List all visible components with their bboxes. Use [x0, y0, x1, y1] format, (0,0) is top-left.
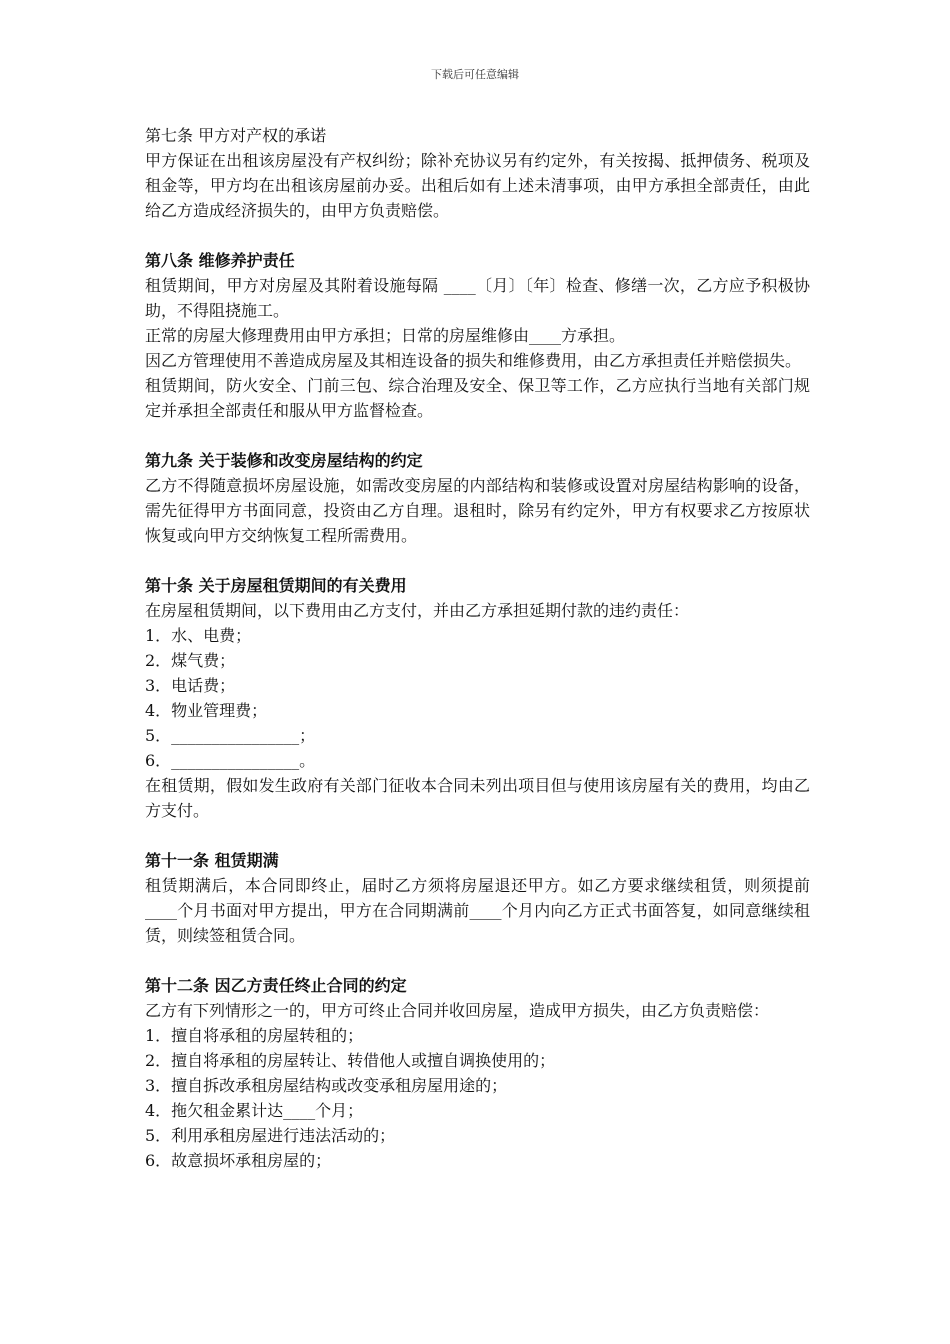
article-section — [145, 973, 810, 1173]
article-heading: 第九条 关于装修和改变房屋结构的约定 — [145, 451, 423, 470]
article-section — [145, 448, 810, 548]
article-section — [145, 573, 810, 823]
article-paragraph: 甲方保证在出租该房屋没有产权纠纷；除补充协议另有约定外，有关按揭、抵押债务、税项及租金等，甲方均在出租该房屋前办妥。出租后如有上述未清事项，由甲方承担全部责任，由此给乙方造成经济损失的，由甲方负责赔偿。 — [145, 151, 810, 220]
list-item: 1．擅自将承租的房屋转租的； — [145, 1026, 364, 1045]
article-paragraph: 租赁期间，甲方对房屋及其附着设施每隔 ____〔月〕〔年〕检查、修缮一次，乙方应予积极协助，不得阻挠施工。 — [145, 276, 810, 320]
list-item: 6．故意损坏承租房屋的； — [145, 1151, 332, 1170]
list-item: 1．水、电费； — [145, 626, 252, 645]
list-item: 3．电话费； — [145, 676, 236, 695]
page-header-note: 下载后可任意编辑 — [431, 68, 519, 81]
article-paragraph: 乙方有下列情形之一的，甲方可终止合同并收回房屋，造成甲方损失，由乙方负责赔偿： — [145, 1001, 770, 1020]
article-heading: 第十条 关于房屋租赁期间的有关费用 — [145, 576, 407, 595]
article-paragraph: 在房屋租赁期间，以下费用由乙方支付，并由乙方承担延期付款的违约责任： — [145, 601, 690, 620]
article-paragraph: 租赁期满后，本合同即终止，届时乙方须将房屋退还甲方。如乙方要求继续租赁，则须提前____个月书面对甲方提出，甲方在合同期满前____个月内向乙方正式书面答复，如同意继续租赁，则续签租赁合同。 — [145, 876, 810, 945]
document-body — [145, 123, 810, 1198]
article-heading: 第十二条 因乙方责任终止合同的约定 — [145, 976, 407, 995]
article-section — [145, 248, 810, 423]
list-item: 5．利用承租房屋进行违法活动的； — [145, 1126, 396, 1145]
list-item: 6．________________。 — [145, 751, 316, 770]
article-heading: 第七条 甲方对产权的承诺 — [145, 126, 327, 145]
article-paragraph: 正常的房屋大修理费用由甲方承担；日常的房屋维修由____方承担。 — [145, 326, 626, 345]
list-item: 2．煤气费； — [145, 651, 236, 670]
article-section — [145, 848, 810, 948]
article-paragraph: 租赁期间，防火安全、门前三包、综合治理及安全、保卫等工作，乙方应执行当地有关部门规定并承担全部责任和服从甲方监督检查。 — [145, 376, 810, 420]
list-item: 2．擅自将承租的房屋转让、转借他人或擅自调换使用的； — [145, 1051, 556, 1070]
article-paragraph: 因乙方管理使用不善造成房屋及其相连设备的损失和维修费用，由乙方承担责任并赔偿损失。 — [145, 351, 802, 370]
list-item: 4．物业管理费； — [145, 701, 268, 720]
list-item: 4．拖欠租金累计达____个月； — [145, 1101, 364, 1120]
article-section — [145, 123, 810, 223]
article-paragraph: 在租赁期，假如发生政府有关部门征收本合同未列出项目但与使用该房屋有关的费用，均由乙方支付。 — [145, 776, 810, 820]
list-item: 3．擅自拆改承租房屋结构或改变承租房屋用途的； — [145, 1076, 508, 1095]
article-heading: 第十一条 租赁期满 — [145, 851, 279, 870]
article-paragraph: 乙方不得随意损坏房屋设施，如需改变房屋的内部结构和装修或设置对房屋结构影响的设备，需先征得甲方书面同意，投资由乙方自理。退租时，除另有约定外，甲方有权要求乙方按原状恢复或向甲方交纳恢复工程所需费用。 — [145, 476, 810, 545]
list-item: 5．________________； — [145, 726, 316, 745]
article-heading: 第八条 维修养护责任 — [145, 251, 295, 270]
